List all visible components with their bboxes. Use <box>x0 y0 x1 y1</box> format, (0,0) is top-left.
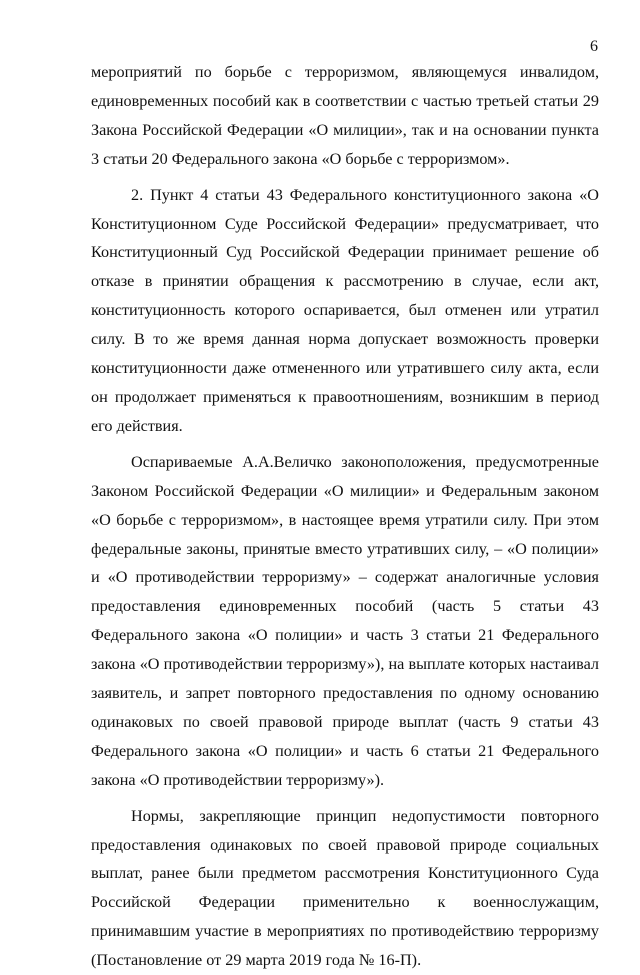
paragraph-item-2: 2. Пункт 4 статьи 43 Федерального конституционного закона «О Конституционном Суде Российской Федерации» предусматривает, что Конституционный Суд Российской Федерации принимает решение об отказе в принятии обращения к рассмотрению в случае, если акт, конституционность которого оспаривается, был отменен или утратил силу. В то же время данная норма допускает возможность проверки конституционности даже отмененного или утратившего силу акта, если он продолжает применяться к правоотношениям, возникшим в период его действия. <box>91 185 599 435</box>
page-number: 6 <box>590 38 598 55</box>
document-body <box>91 58 599 975</box>
paragraph-norms: Нормы, закрепляющие принцип недопустимости повторного предоставления одинаковых по своей правовой природе социальных выплат, ранее были предметом рассмотрения Конституционного Суда Российской Федерации применительно к военнослужащим, принимавшим участие в мероприятиях по противодействию терроризму (Постановление от 29 марта 2019 года № 16-П). <box>91 806 599 970</box>
paragraph-continuation: мероприятий по борьбе с терроризмом, являющемуся инвалидом, единовременных пособий как в соответствии с частью третьей статьи 29 Закона Российской Федерации «О милиции», так и на основании пункта 3 статьи 20 Федерального закона «О борьбе с терроризмом». <box>91 63 599 168</box>
paragraph-contested-provisions: Оспариваемые А.А.Величко законоположения, предусмотренные Законом Российской Федерации «О милиции» и Федеральным законом «О борьбе с терроризмом», в настоящее время утратили силу. При этом федеральные законы, принятые вместо утративших силу, – «О полиции» и «О противодействии терроризму» – содержат аналогичные условия предоставления единовременных пособий (часть 5 статьи 43 Федерального закона «О полиции» и часть 3 статьи 21 Федерального закона «О противодействии терроризму»), на выплате которых настаивал заявитель, и запрет повторного предоставления по одному основанию одинаковых по своей правовой природе выплат (часть 9 статьи 43 Федерального закона «О полиции» и часть 6 статьи 21 Федерального закона «О противодействии терроризму»). <box>91 452 599 789</box>
